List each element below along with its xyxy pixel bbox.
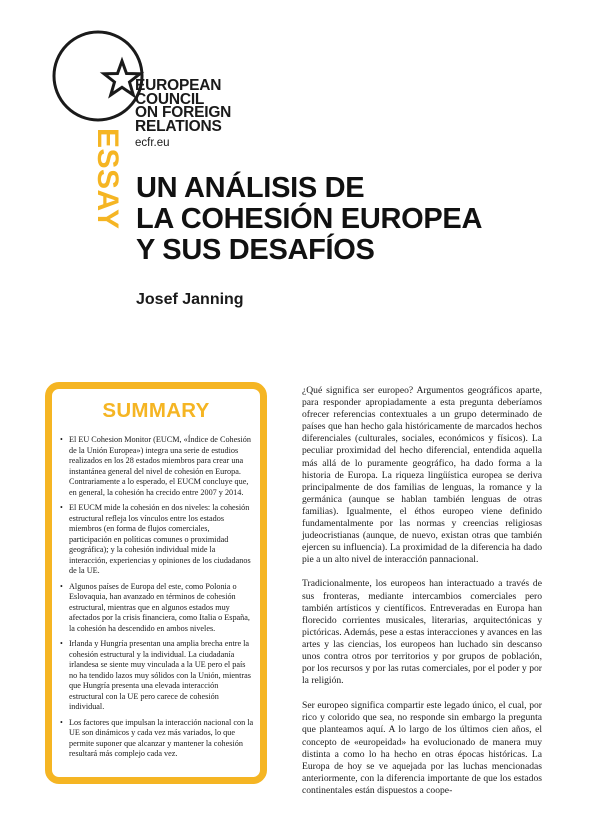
bullet-dot-icon: • — [60, 581, 63, 591]
summary-item — [60, 503, 254, 577]
summary-item — [60, 582, 254, 635]
org-line: RELATIONS — [135, 117, 222, 135]
summary-item-text: Los factores que impulsan la interacción nacional con la UE son dinámicos y cada vez más variados, lo que permite suponer que alcanzar y mantener la cohesión resultará más complejo cada vez. — [69, 717, 254, 758]
summary-item — [60, 639, 254, 713]
author-name: Josef Janning — [136, 291, 244, 308]
body-text — [302, 385, 542, 810]
bullet-dot-icon: • — [60, 435, 63, 444]
org-line: ON FOREIGN — [135, 104, 232, 121]
body-paragraph: Ser europeo significa compartir este legado único, el cual, por rico y colorido que sea, no responde sin embargo la pregunta que planteamos aquí. A lo largo de los últimos cien años, el concepto de «europeidad» ha evolucionado de manera muy distinta a como lo ha hecho en otras épocas históricas. La Europa de hoy se ve aquejada por las luchas mencionadas anteriormente, con la diferencia importante de que los estados continentales están dispuestos a coope- — [302, 700, 542, 796]
title-line: LA COHESIÓN EUROPEA — [136, 203, 483, 235]
body-paragraph: ¿Qué significa ser europeo? Argumentos geográficos aparte, para responder apropiadamente a esta pregunta deberíamos ofrecer referencias contextuales a un grupo determinado de países que han hecho gala históricamente de marcados hechos diferenciales (culturales, sociales, económicos y físicos). La peculiar proximidad del hecho diferencial, entendida aquella más allá de lo puramente geográfico, ha dado forma a la historia de Europa. La riqueza lingüística europea se deriva principalmente de dos familias de lenguas, la romance y la germánica (aunque se hablan también lenguas de otras familias). Igualmente, el éthos europeo viene definido fundamentalmente por las normas y creencias religiosas judeocristianas (aunque, de nuevo, existan otras que también ejercen su influencia). La proximidad de la diferencia ha dado pie a un alto nivel de interacción pannacional. — [302, 385, 542, 566]
summary-item — [60, 718, 254, 760]
summary-item-text: Irlanda y Hungría presentan una amplia brecha entre la cohesión estructural y la individual. La ciudadanía irlandesa se siente muy vinculada a la UE pero el país no ha tendido lazos muy sólidos con la Unión, mientras que Hungría presenta una elevada interacción estructural con la UE pero carece de cohesión individual. — [69, 639, 251, 711]
org-line: EUROPEAN — [135, 77, 222, 94]
org-line: COUNCIL — [135, 90, 205, 108]
summary-item — [60, 435, 254, 498]
title-line: Y SUS DESAFÍOS — [136, 234, 375, 266]
title-line: UN ANÁLISIS DE — [136, 172, 365, 204]
summary-list — [60, 435, 254, 765]
organization-name — [135, 79, 231, 133]
bullet-dot-icon: • — [60, 639, 63, 648]
essay-label-text: ESSAY — [91, 128, 124, 230]
summary-box — [45, 382, 267, 784]
summary-item-text: El EU Cohesion Monitor (EUCM, «Índice de Cohesión de la Unión Europea») integra una serie de estudios realizados en los 28 estados miembros para crear una instantánea general del nivel de cohesión en Europa. Contrariamente a lo esperado, el EUCM concluye que, en general, la cohesión ha crecido entre 2007 y 2014. — [69, 435, 251, 497]
bullet-dot-icon: • — [60, 503, 63, 512]
bullet-dot-icon: • — [60, 717, 63, 727]
document-title — [136, 173, 482, 266]
body-paragraph: Tradicionalmente, los europeos han interactuado a través de sus fronteras, mediante intercambios comerciales pero también artísticos y científicos. Entreveradas en Europa han florecido corrientes musicales, literarias, arquitectónicas y pictóricas. Además, pese a estas interacciones y avances en las artes y las ciencias, los europeos han luchado sin descanso unos contra otros por territorios y por grupos de población, por los recursos y por las rutas comerciales, por el poder y por la religión. — [302, 578, 543, 687]
website-link[interactable]: ecfr.eu — [135, 137, 170, 149]
summary-item-text: El EUCM mide la cohesión en dos niveles: la cohesión estructural refleja los vínculos entre los estados miembros (en forma de flujos comerciales, participación en políticas comunes o proximidad geográfica); y la cohesión individual mide la interacción, experiencias y opiniones de los ciudadanos de la UE. — [69, 503, 251, 575]
essay-label — [67, 128, 124, 240]
summary-heading: SUMMARY — [102, 399, 210, 422]
summary-item-text: Algunos países de Europa del este, como Polonia o Eslovaquia, han avanzado en términos de cohesión estructural, mientras que en algunos estados muy afectados por la crisis financiera, como Italia o España, la cohesión ha descendido en ambos niveles. — [69, 581, 250, 633]
